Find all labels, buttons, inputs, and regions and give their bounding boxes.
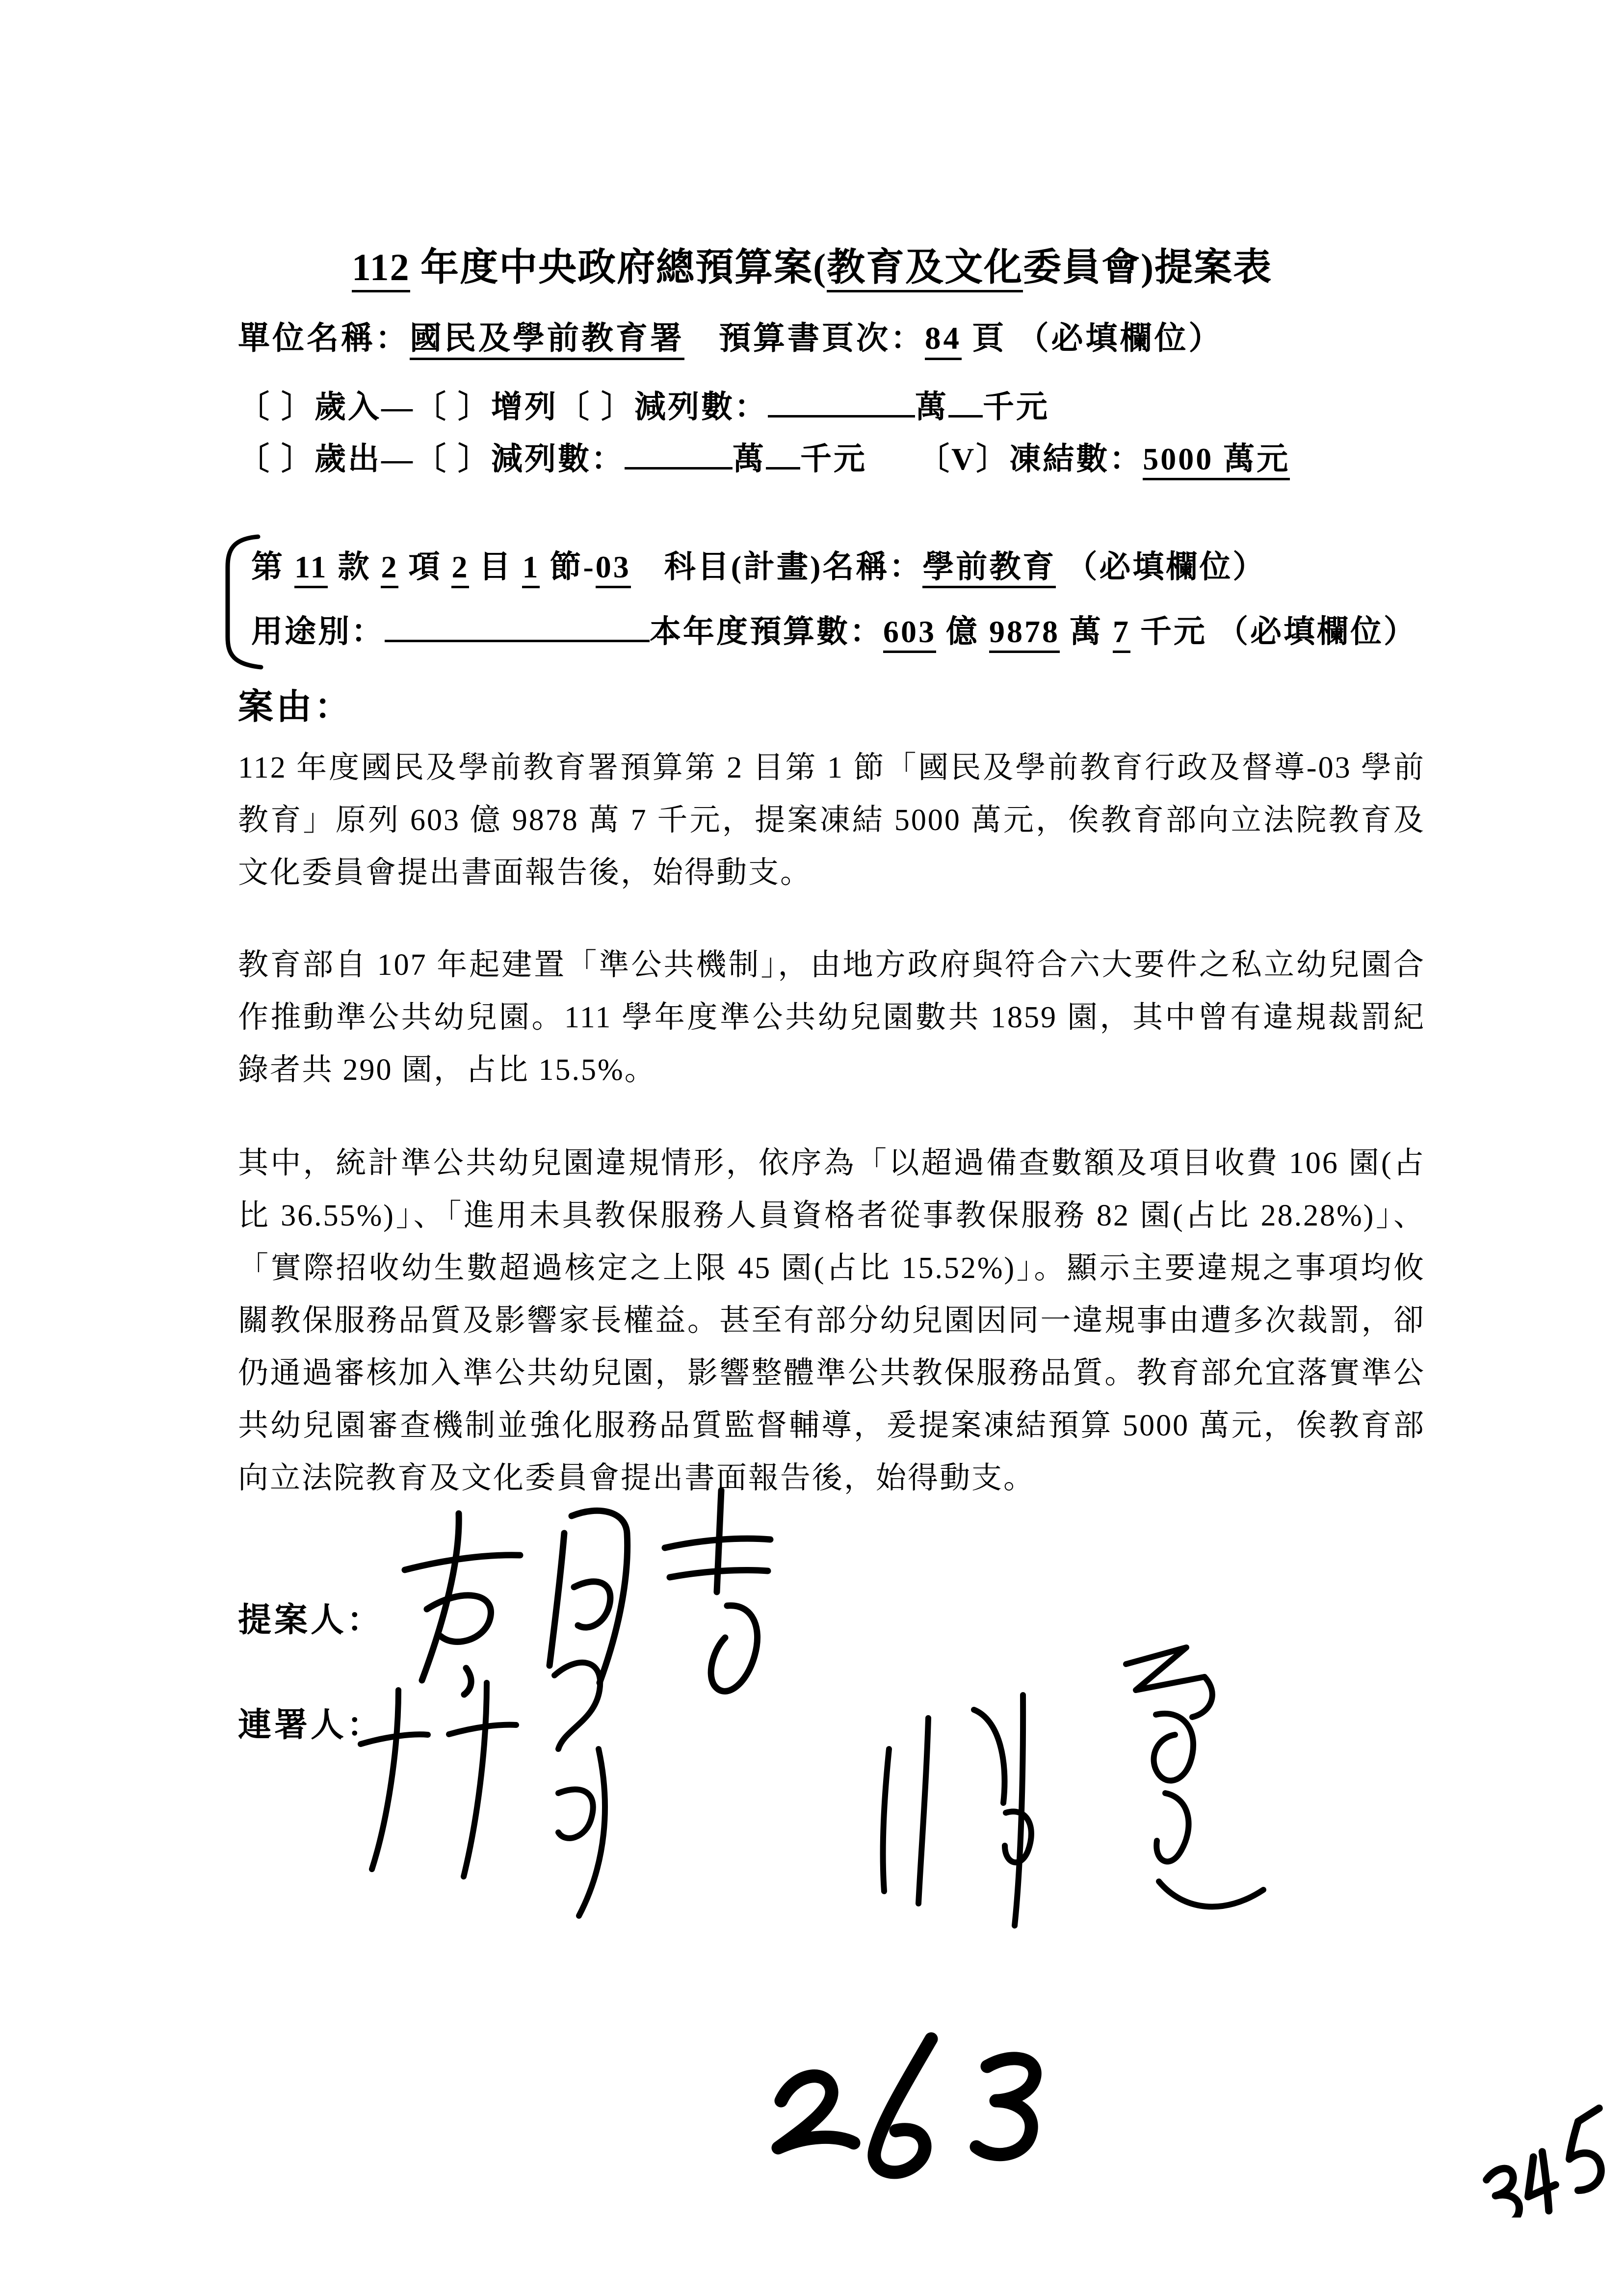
handwritten-page-number xyxy=(746,2021,1070,2188)
cosigner-signature-1 xyxy=(343,1644,667,1928)
handwritten-corner-number xyxy=(1447,2100,1614,2218)
revenue-checkbox-line: 〔 〕歲入—〔 〕增列〔 〕減列數： 萬 千元 xyxy=(238,382,1049,427)
cosigner-label: 連署人： xyxy=(238,1706,384,1744)
document-title: 112 年度中央政府總預算案(教育及文化委員會)提案表 xyxy=(0,236,1624,291)
expenditure-checkbox-line: 〔 〕歲出—〔 〕減列數： 萬 千元 〔V〕凍結數：5000 萬元 xyxy=(238,434,1290,479)
cosigner-signature-2 xyxy=(859,1634,1281,1943)
case-paragraph-1: 112 年度國民及學前教育署預算第 2 目第 1 節「國民及學前教育行政及督導-03 學前教育」原列 603 億 9878 萬 7 千元，提案凍結 5000 萬元，俟教育部向立法院教育及文化委員會提出書面報告後，始得動支。 xyxy=(238,751,1425,889)
case-label: 案由： xyxy=(238,687,353,727)
case-paragraph-3: 其中，統計準公共幼兒園違規情形，依序為「以超過備查數額及項目收費 106 園(占比 36.55%)」、「進用未具教保服務人員資格者從事教保服務 82 園(占比 28.28%)」、「實際招收幼生數超過核定之上限 45 園(占比 15.52%)」。顯示主要違規之事項均攸關教保服務品質及影響家長權益。甚至有部分幼兒園因同一違規事由遭多次裁罰，卻仍通過審核加入準公共幼兒園，影響整體準公共教保服務品質。教育部允宜落實準公共幼兒園審查機制並強化服務品質監督輔導，爰提案凍結預算 5000 萬元，俟教育部向立法院教育及文化委員會提出書面報告後，始得動支。 xyxy=(238,1147,1425,1495)
case-paragraph-2: 教育部自 107 年起建置「準公共機制」，由地方政府與符合六大要件之私立幼兒園合作推動準公共幼兒園。111 學年度準公共幼兒園數共 1859 園，其中曾有違規裁罰紀錄者共 290 園，占比 15.5%。 xyxy=(238,948,1425,1087)
budget-section-line: 第 11 款 2 項 2 目 1 節-03 科目(計畫)名稱：學前教育 （必填欄位） xyxy=(251,542,1266,587)
purpose-line: 用途別： 本年度預算數：603 億 9878 萬 7 千元 （必填欄位） xyxy=(251,606,1417,652)
unit-name-line: 單位名稱：國民及學前教育署 預算書頁次：84 頁 （必填欄位） xyxy=(238,312,1223,358)
proposer-label: 提案人： xyxy=(238,1601,384,1639)
